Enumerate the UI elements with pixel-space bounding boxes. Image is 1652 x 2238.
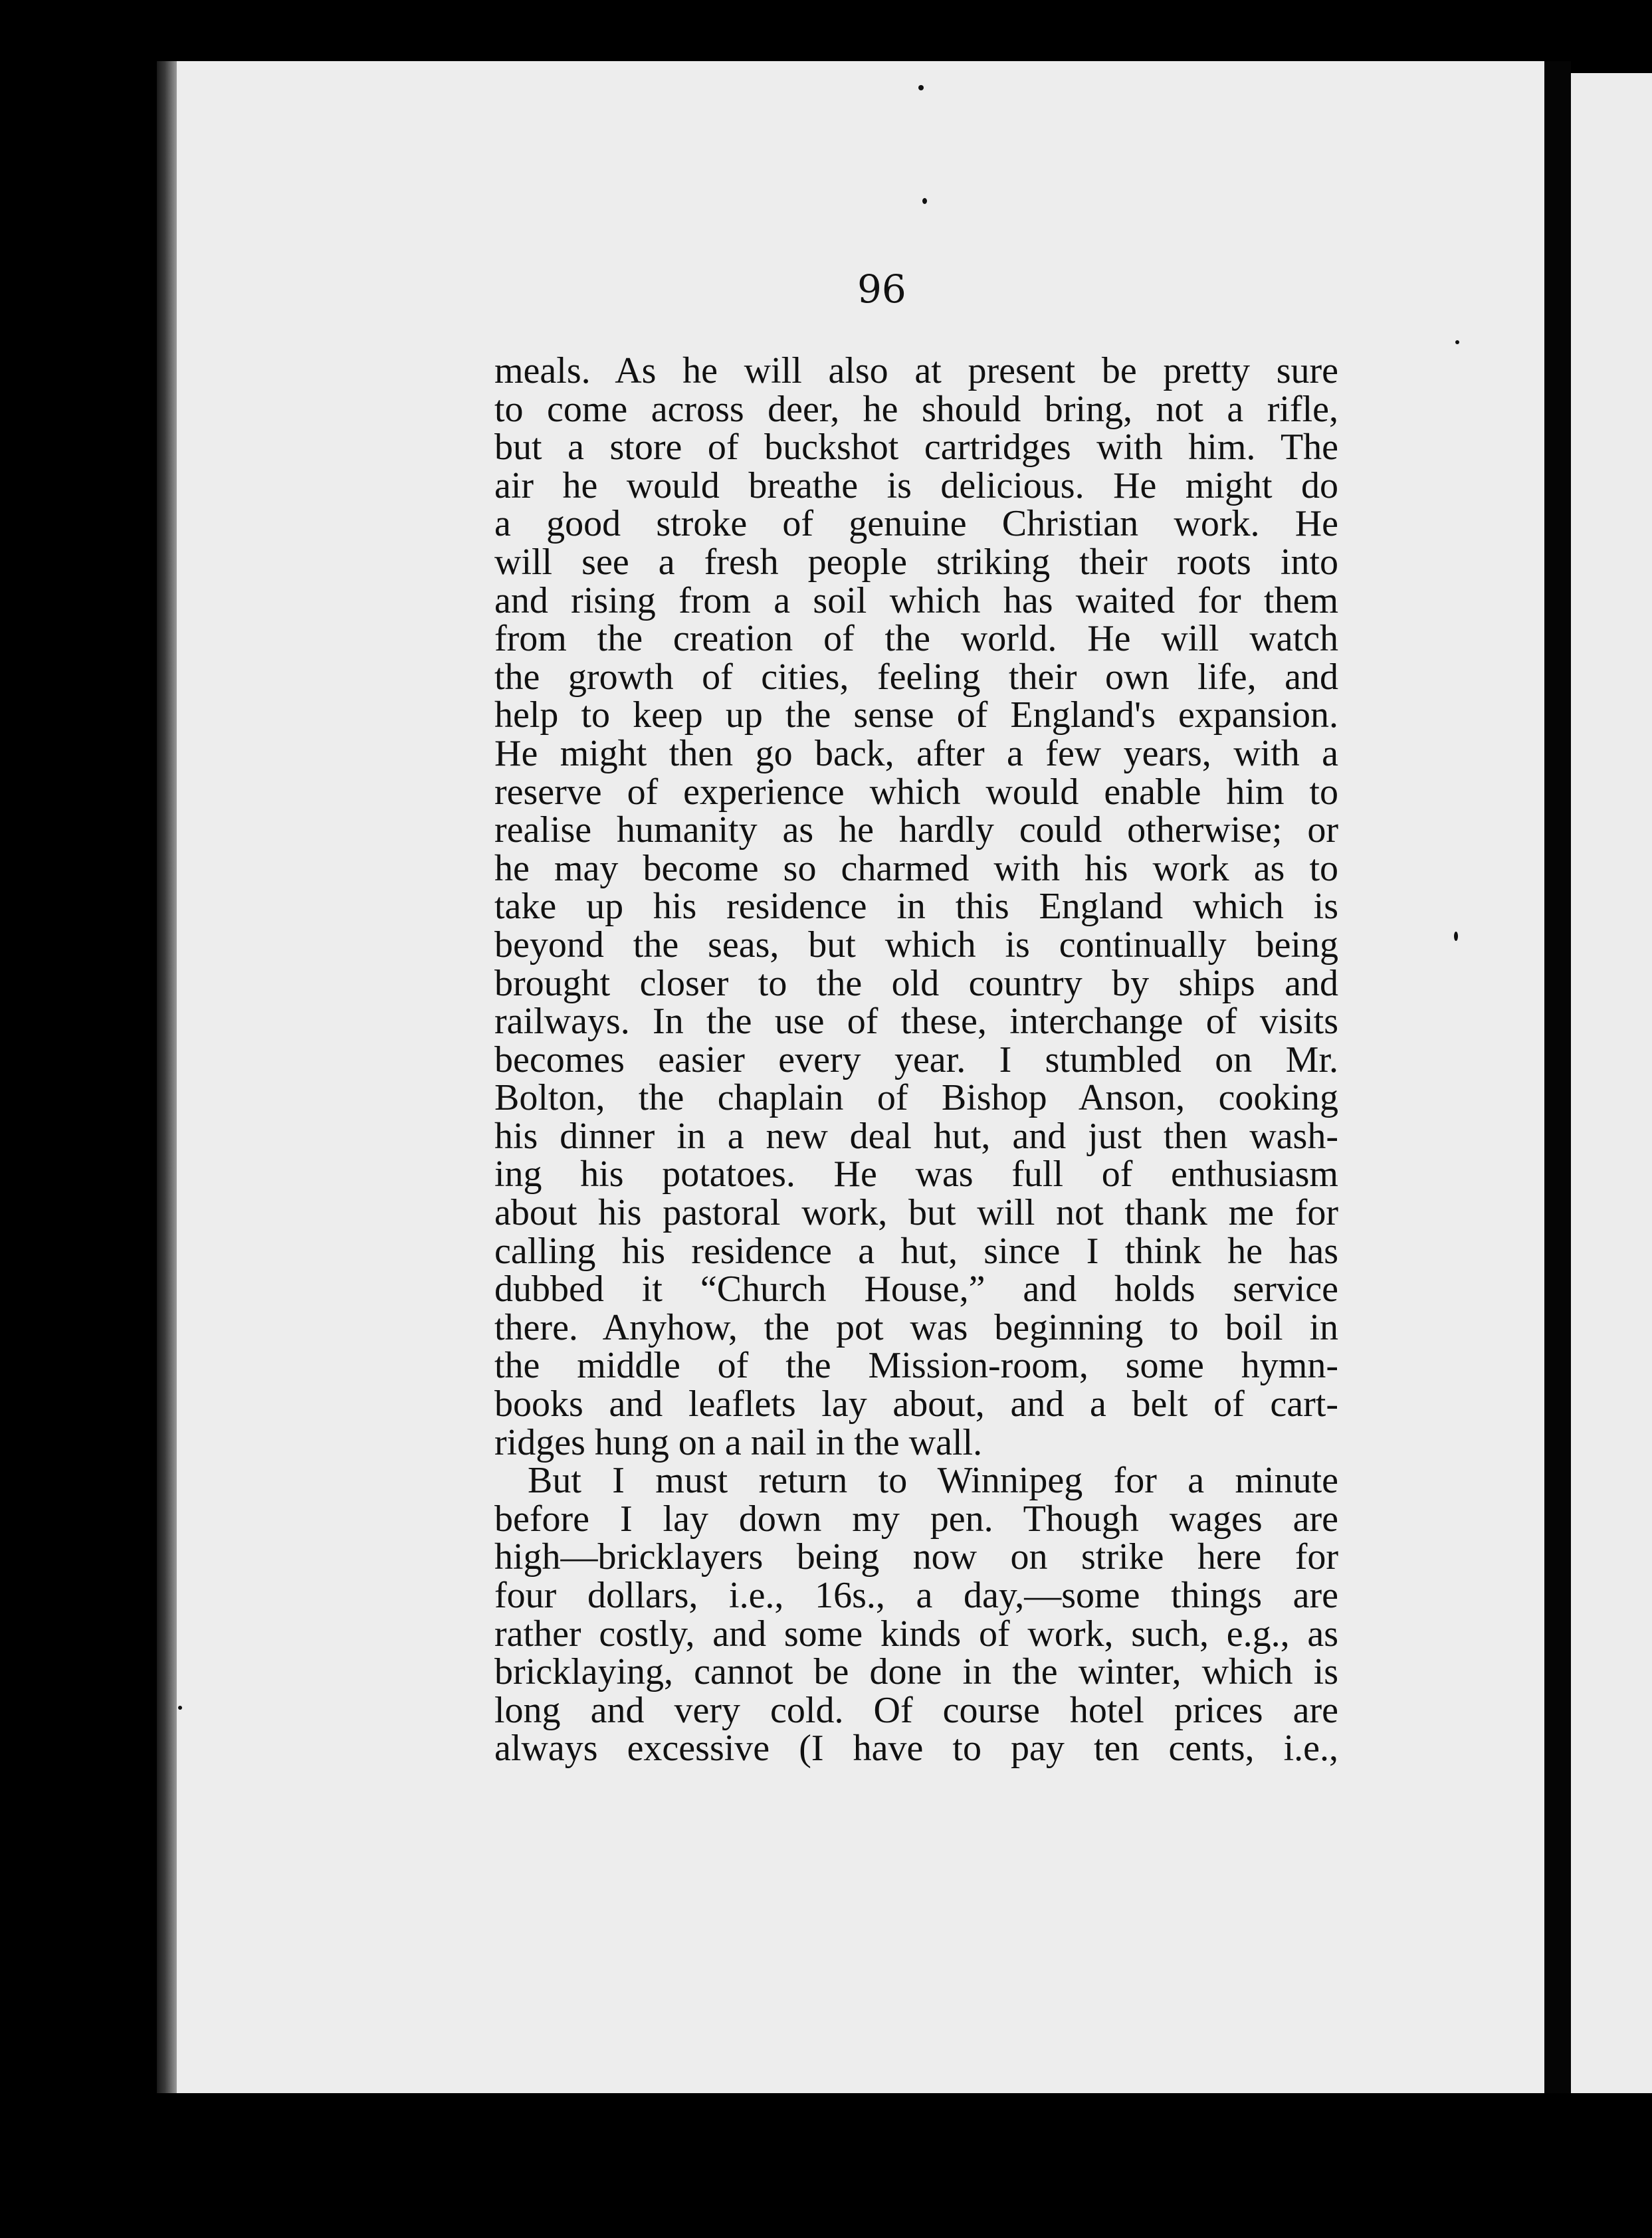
text-line: bricklaying, cannot be done in the winter, which is [494,1651,1338,1693]
scan-speck [922,198,927,204]
scan-speck [1454,932,1458,941]
text-line: long and very cold. Of course hotel prices are [494,1689,1338,1731]
text-line: rather costly, and some kinds of work, such, e.g., as [494,1613,1338,1655]
text-line: a good stroke of genuine Christian work. He [494,503,1338,545]
text-line: about his pastoral work, but will not thank me for [494,1192,1338,1234]
text-line: help to keep up the sense of England's expansion. [494,694,1338,736]
text-line: calling his residence a hut, since I think he has [494,1230,1338,1272]
text-line: there. Anyhow, the pot was beginning to boil in [494,1306,1338,1348]
book-page-right-edge [1571,73,1652,2093]
text-line: dubbed it “Church House,” and holds service [494,1269,1338,1310]
text-line: and rising from a soil which has waited for them [494,579,1338,621]
book-spine [157,61,177,2093]
text-line: becomes easier every year. I stumbled on Mr. [494,1039,1338,1080]
scan-speck [1455,340,1459,344]
text-line: take up his residence in this England which is [494,886,1338,928]
text-line: his dinner in a new deal hut, and just then wash- [494,1115,1338,1157]
scan-speck [918,85,924,90]
text-line: air he would breathe is delicious. He might do [494,464,1338,506]
text-line: he may become so charmed with his work as to [494,847,1338,889]
page-number: 96 [857,266,906,312]
text-line: always excessive (I have to pay ten cents, i.e., [494,1728,1338,1770]
text-line: four dollars, i.e., 16s., a day,—some things are [494,1575,1338,1616]
text-line: the middle of the Mission-room, some hymn- [494,1345,1338,1387]
text-line: before I lay down my pen. Though wages are [494,1498,1338,1540]
text-line: but a store of buckshot cartridges with him. The [494,427,1338,468]
text-line: high—bricklayers being now on strike here for [494,1536,1338,1578]
paragraph-start-line: But I must return to Winnipeg for a minute [528,1460,1338,1502]
text-line: will see a fresh people striking their roots into [494,541,1338,583]
text-line: brought closer to the old country by ships and [494,962,1338,1004]
text-line: railways. In the use of these, interchange of visits [494,1001,1338,1043]
body-text [494,352,1338,1768]
text-line: reserve of experience which would enable him to [494,771,1338,813]
text-line: beyond the seas, but which is continually being [494,924,1338,966]
text-line: from the creation of the world. He will watch [494,618,1338,660]
page-gutter [1544,61,1571,2093]
text-line: to come across deer, he should bring, not a rifle, [494,388,1338,430]
text-line: realise humanity as he hardly could otherwise; or [494,809,1338,851]
text-line: Bolton, the chaplain of Bishop Anson, cooking [494,1077,1338,1119]
paragraph-end-line: ridges hung on a nail in the wall. [494,1421,983,1463]
text-line: the growth of cities, feeling their own life, and [494,656,1338,698]
text-line: meals. As he will also at present be pretty sure [494,350,1338,391]
scan-speck [178,1706,182,1710]
text-line: books and leaflets lay about, and a belt of cart- [494,1383,1338,1425]
text-line: ing his potatoes. He was full of enthusiasm [494,1154,1338,1195]
text-line: He might then go back, after a few years, with a [494,732,1338,774]
